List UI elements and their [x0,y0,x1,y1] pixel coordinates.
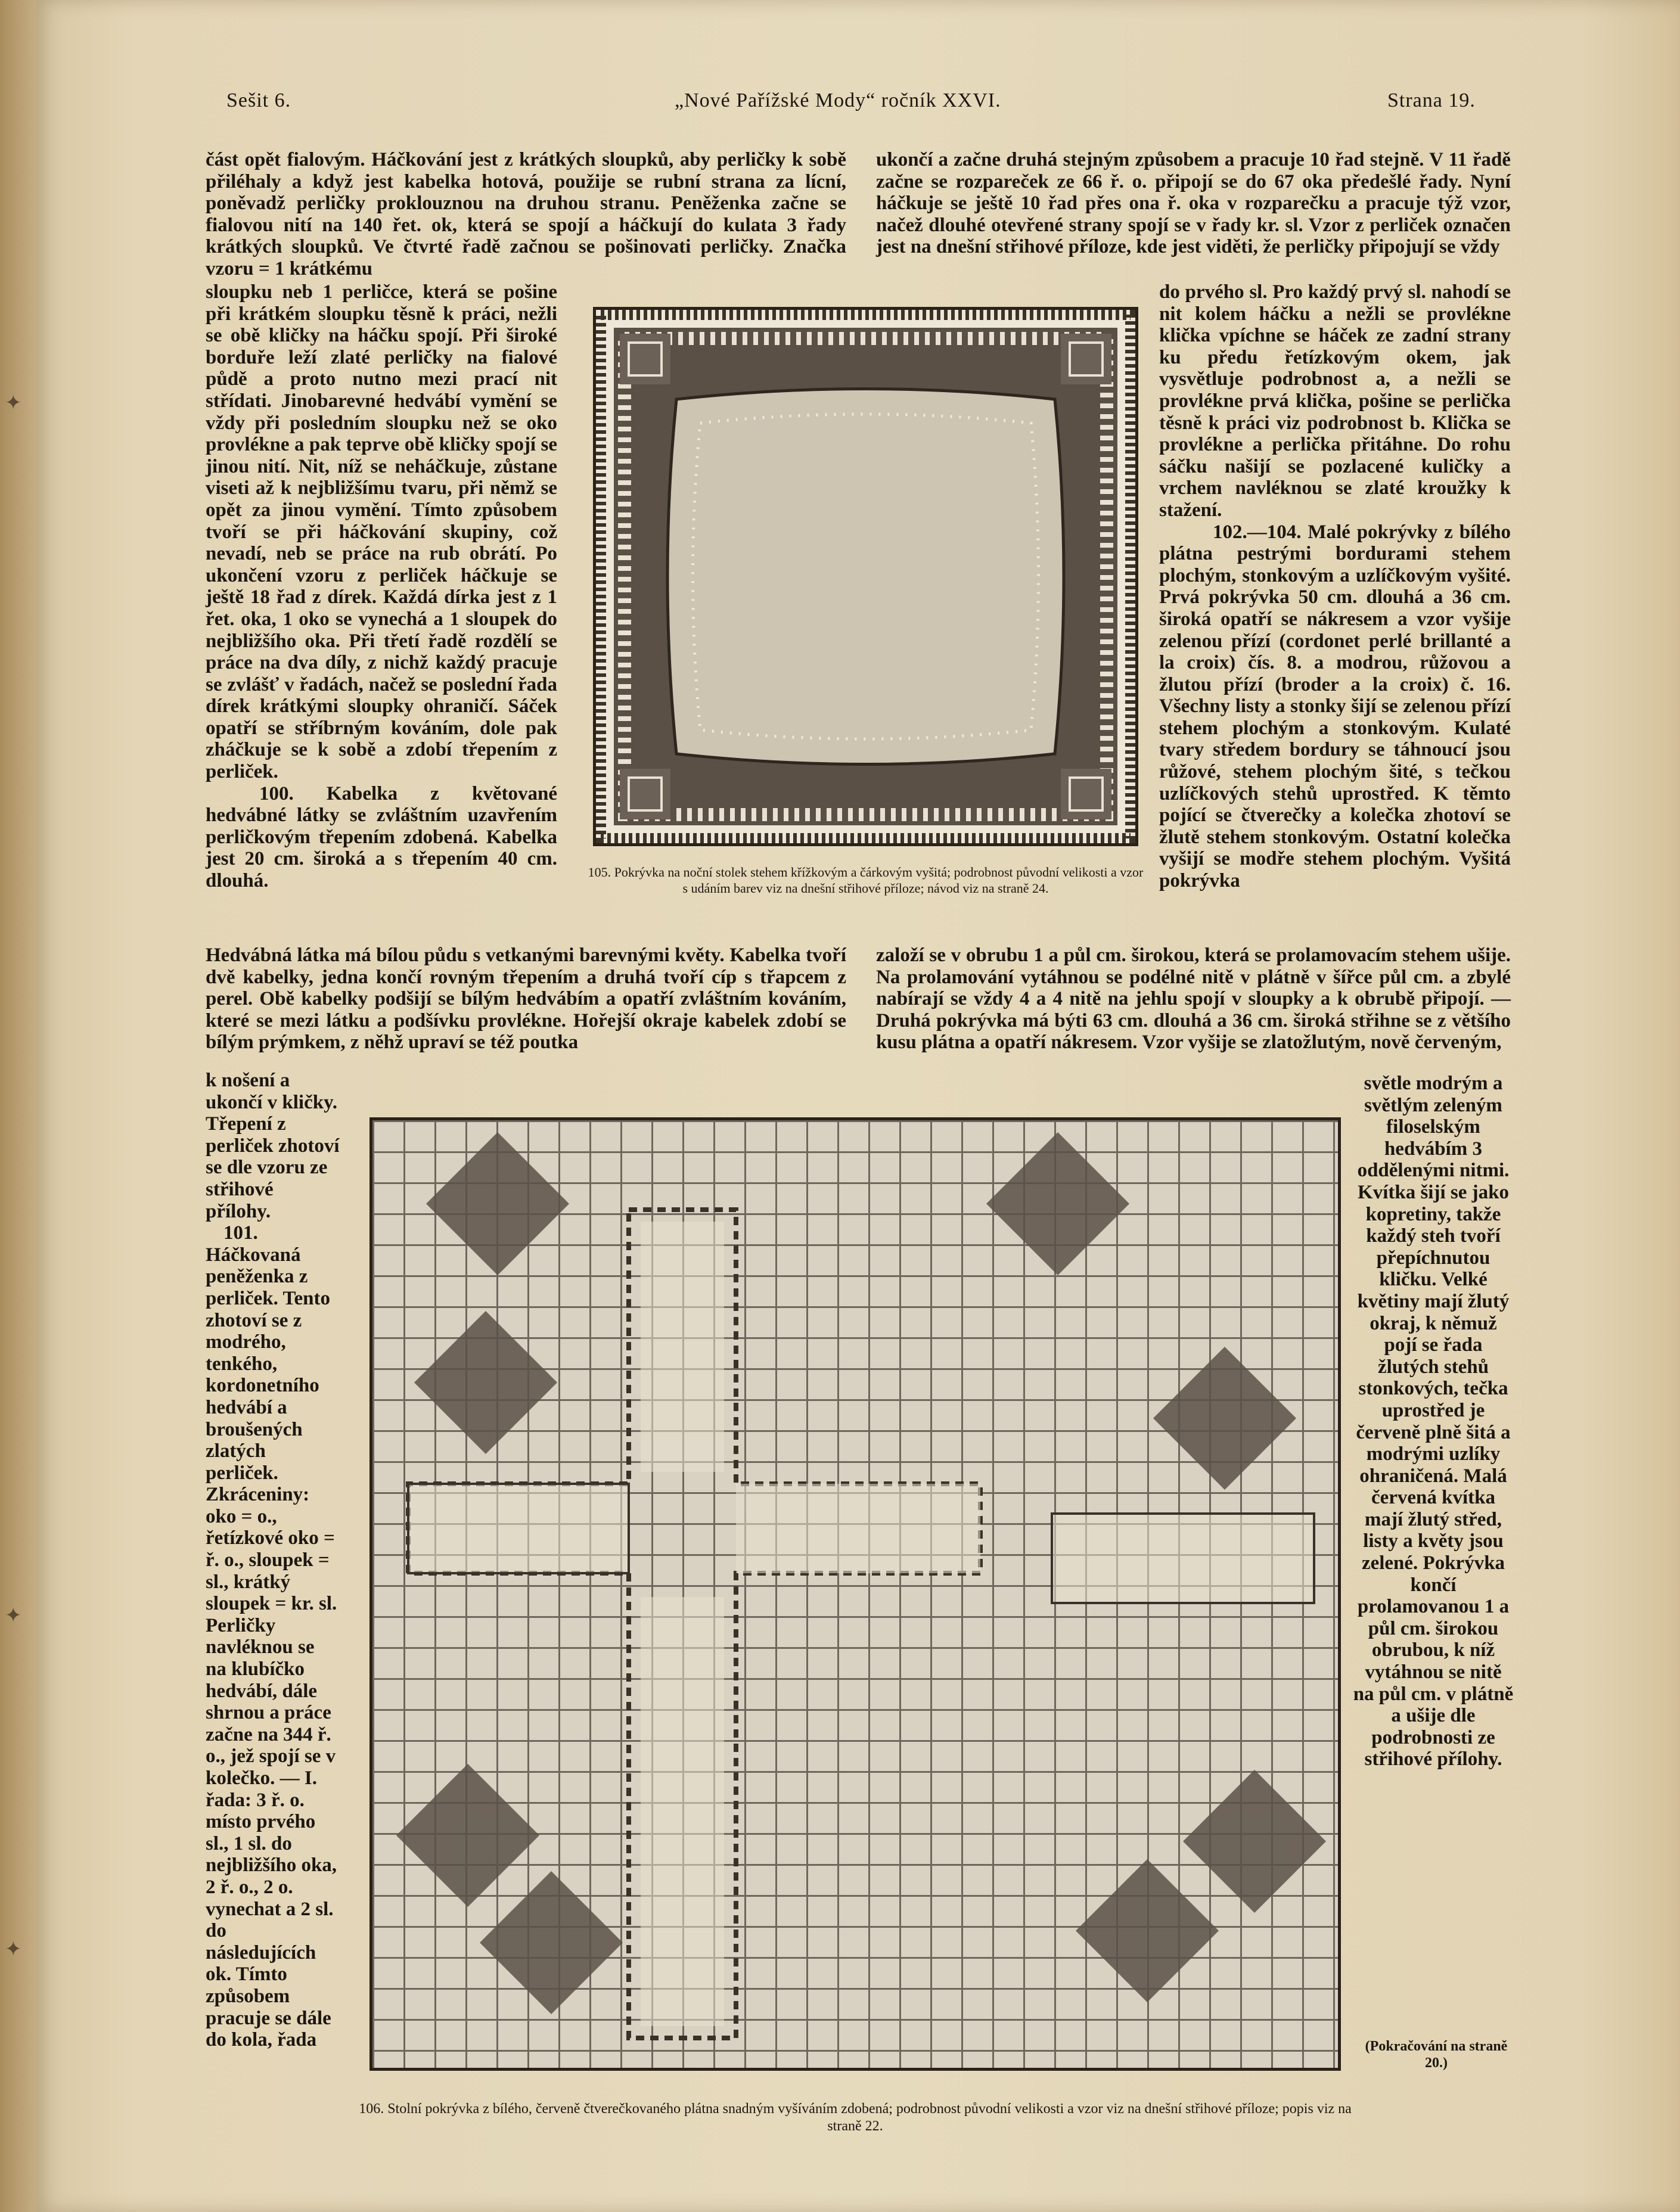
continuation-note: (Pokračování na straně 20.) [1365,2039,1508,2071]
binding-mark-icon: ✦ [5,1938,22,1961]
figure-105-caption: 105. Pokrývka na noční stolek stehem křížkovým a čárkovým vyšitá; podrobnost původní velikosti a vzor s udáním barev viz na dnešní střihové příloze; návod viz na straně 24. [588,865,1144,896]
header-title: „Nové Pařížské Mody“ ročník XXVI. [675,89,1001,111]
nightstand-cover-illustration [596,310,1135,843]
header-issue: Sešit 6. [226,89,291,111]
paragraph: do prvého sl. Pro každý prvý sl. nahodí se nit kolem háčku a nežli se provlékne klička vpíchne se háček ze zadní strany ku předu řetízkovým okem, jak vysvětluje podrobnost a, a nežli se provlékne prvá klička, pošine se perlička těsně k práci viz podrobnost b. Klička se provlékne a perlička přitáhne. Do rohu sáčku našijí se pozlacené kuličky a vrchem navléknou se zlaté kroužky k stažení. [1159,281,1511,521]
binding-edge [0,0,36,2212]
right-column-top [876,149,1511,258]
figure-106-image [369,1117,1341,2071]
paragraph: sloupku neb 1 perličce, která se pošine při krátkém sloupku těsně k práci, nežli se obě kličky na háčku spojí. Při široké borduře leží zlaté perličky na fialové půdě a proto nutno mezi prací nit střídati. Jinobarevné hedvábí vymění se vždy při posledním sloupku než se oko provlékne a pak teprve obě kličky spojí se jinou nití. Nit, níž se neháčkuje, zůstane viseti až k nejbližšímu tvaru, při němž se opět za jinou vymění. Tímto způsobem tvoří se při háčkování skupiny, což nevadí, neb se práce na rub obrátí. Po ukončení vzoru z perliček háčkuje se ještě 18 řad z dírek. Každá dírka jest z 1 řet. oka, 1 oko se vynechá a 1 sloupek do nejbližšího oka. Při třetí řadě rozdělí se práce na dva díly, z nichž každý pracuje se zvlášť v řadách, načež se poslední řada dírek krátkými sloupky ohraničí. Sáček opatří se stříbrným kováním, dole pak zháčkuje se k sobě a zdobí třepením z perliček. [206,281,557,783]
right-column-narrow [1353,1073,1514,1770]
left-column-narrow [206,1070,340,2051]
binding-mark-icon: ✦ [5,392,22,414]
right-column-middle [876,945,1511,1054]
right-column-wrap [1159,281,1511,892]
left-column-wrap [206,281,557,892]
header-page-number: Strana 19. [1387,89,1476,111]
paragraph-102: 102.—104. Malé pokrývky z bílého plátna pestrými bordurami stehem plochým, stonkovým a uzlíčkovým vyšité. Prvá pokrývka 50 cm. dlouhá a 36 cm. široká opatří se nákresem a vzor vyšije zelenou přízí (cordonet perlé brillanté a la croix) čís. 8. a modrou, růžovou a žlutou přízí (broder a la croix) č. 16. Všechny listy a stonky šijí se zelenou přízí stehem plochým a stonkovým. Kulaté tvary středem bordury se táhnoucí jsou růžové, stehem plochým šité, s tečkou uzlíčkových stehů uprostřed. K těmto pojící se čtverečky a kolečka zhotoví se žlutě stehem stonkovým. Ostatní kolečka vyšijí se modře stehem plochým. Vyšitá pokrývka [1159,521,1511,892]
paragraph: k nošení a ukončí v kličky. Třepení z perliček zhotoví se dle vzoru ze střihové přílohy. [206,1070,340,1222]
paragraph: část opět fialovým. Háčkování jest z krátkých sloupků, aby perličky k sobě přiléhaly a když jest kabelka hotová, použije se rubní strana za lícní, poněvadž perličky proklouznou na druhou stranu. Peněženka začne se fialovou nití na 140 řet. ok, která se spojí a háčkují do kulata 3 řady krátkých sloupků. Ve čtvrté řadě začnou se pošinovati perličky. Značka vzoru = 1 krátkému [206,149,846,279]
binding-mark-icon: ✦ [5,1605,22,1627]
paragraph-100: 100. Kabelka z květované hedvábné látky se zvláštním uzavřením perličkovým třepením zdobená. Kabelka jest 20 cm. široká a s třepením 40 cm. dlouhá. [206,782,557,892]
paragraph-101: 101. Háčkovaná peněženka z perliček. Tento zhotoví se z modrého, tenkého, kordonetního hedvábí a broušených zlatých perliček. Zkráceniny: oko = o., řetízkové oko = ř. o., sloupek = sl., krátký sloupek = kr. sl. Perličky navléknou se na klubíčko hedvábí, dále shrnou a práce začne na 344 ř. o., jež spojí se v kolečko. — I. řada: 3 ř. o. místo prvého sl., 1 sl. do nejbližšího oka, 2 ř. o., 2 o. vynechat a 2 sl. do následujících ok. Tímto způsobem pracuje se dále do kola, řada [206,1222,337,2051]
table-cover-illustration [372,1120,1338,2068]
left-column-top [206,149,846,280]
paragraph: založí se v obrubu 1 a půl cm. širokou, která se prolamovacím stehem ušije. Na prolamování vytáhnou se podélné nitě v plátně v šířce půl cm. a zbylé nabírají se vždy 4 a 4 nitě na jehlu spojí v sloupky a k obrubě připojí. — Druhá pokrývka má býti 63 cm. dlouhá a 36 cm. široká střihne se z většího kusu plátna a opatří nákresem. Vzor vyšije se zlatožlutým, nově červeným, [876,945,1511,1054]
figure-106-caption: 106. Stolní pokrývka z bílého, červeně čtverečkovaného plátna snadným vyšíváním zdobená; podrobnost původní velikosti a vzor viz na dnešní střihové příloze; popis viz na straně 22. [359,2101,1352,2134]
paragraph: Hedvábná látka má bílou půdu s vetkanými barevnými květy. Kabelka tvoří dvě kabelky, jedna končí rovným třepením a druhá tvoří cíp s třapcem z perel. Obě kabelky podšijí se bílým hedvábím a opatří zvláštním kováním, které se mezi látku a podšívku provlékne. Hořejší okraje kabelek zdobí se bílým prýmkem, z něhž upraví se též poutka [206,945,846,1054]
left-column-middle [206,945,846,1054]
figure-105-image [593,307,1138,846]
paragraph: ukončí a začne druhá stejným způsobem a pracuje 10 řad stejně. V 11 řadě začne se rozpareček ze 66 ř. o. připojí se do 67 oka předešlé řady. Nyní háčkuje se ještě 10 řad přes ona ř. oka v rozparečku a pracuje týž vzor, načež dlouhé otevřené strany spojí se v řady kr. sl. Vzor z perliček označen jest na dnešní střihové příloze, kde jest viděti, že perličky připojují se vždy [876,149,1511,258]
paragraph: světle modrým a světlým zeleným filoselským hedvábím 3 oddělenými nitmi. Kvítka šijí se jako kopretiny, takže každý steh tvoří přepíchnutou kličku. Velké květiny mají žlutý okraj, k němuž pojí se řada žlutých stehů stonkových, tečka uprostřed je červeně plně šitá a modrými uzlíky ohraničená. Malá červená kvítka mají žlutý střed, listy a květy jsou zelené. Pokrývka končí prolamovanou 1 a půl cm. širokou obrubou, k níž vytáhnou se nitě na půl cm. v plátně a ušije dle podrobnosti ze střihové přílohy. [1353,1073,1514,1770]
